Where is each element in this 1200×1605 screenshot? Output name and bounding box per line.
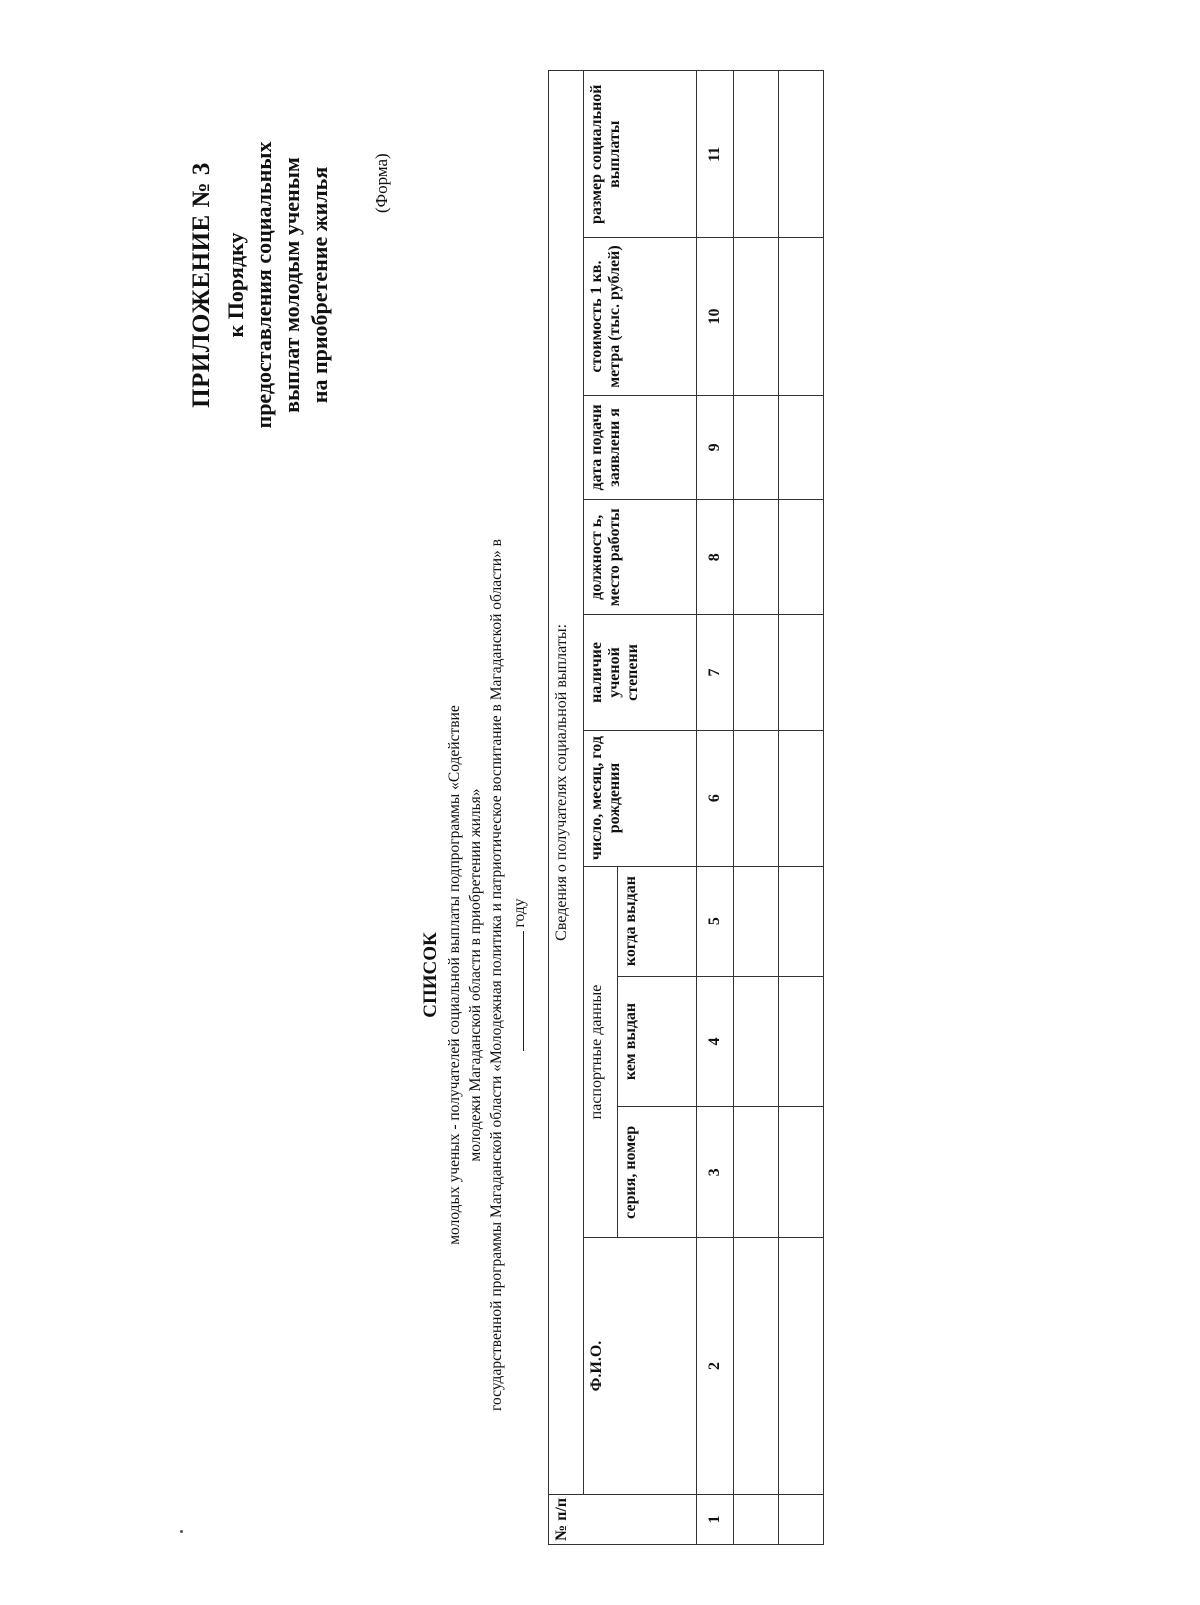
col-header-degree: наличие ученой степени [584, 615, 697, 730]
appendix-line: предоставления социальных [251, 141, 276, 429]
column-number: 4 [697, 976, 734, 1107]
table-cell [734, 71, 779, 239]
table-cell [734, 730, 779, 866]
table-cell [734, 1494, 779, 1544]
scan-speck [180, 1530, 183, 1533]
table-cell [779, 1238, 824, 1494]
column-number: 10 [697, 238, 734, 395]
appendix-title: ПРИЛОЖЕНИЕ № 3 [188, 162, 215, 408]
col-header-size: размер социальной выплаты [584, 71, 697, 239]
list-line: молодых ученых - получателей социальной выплаты подпрограммы «Содействие [446, 705, 463, 1245]
col-header-birth: число, месяц, год рождения [584, 730, 697, 866]
table-cell [779, 71, 824, 239]
year-blank [507, 931, 524, 1051]
column-number-row [697, 71, 734, 1545]
table-cell [779, 1494, 824, 1544]
column-number: 8 [697, 500, 734, 615]
table-cell [779, 976, 824, 1107]
list-title: СПИСОК [420, 932, 441, 1018]
table-cell [779, 500, 824, 615]
table-cell [734, 615, 779, 730]
col-header-position: должност ь, место работы [584, 500, 697, 615]
list-heading [420, 445, 530, 1505]
column-number: 11 [697, 71, 734, 239]
table-cell [779, 866, 824, 976]
table-cell [779, 238, 824, 395]
list-line: году [511, 898, 528, 928]
list-line: молодежи Магаданской области в приобретении жилья» [467, 788, 484, 1162]
form-label: (Форма) [372, 153, 391, 213]
col-header-series: серия, номер [618, 1107, 697, 1238]
list-year-line [507, 445, 530, 1505]
table-cell [734, 866, 779, 976]
col-header-cost: стоимость 1 кв. метра (тыс. рублей) [584, 238, 697, 395]
column-number: 7 [697, 615, 734, 730]
table-cell [779, 730, 824, 866]
list-line: государственной программы Магаданской области «Молодежная политика и патриотическое воспитание в Магаданской области» в [488, 539, 505, 1411]
col-header-fio: Ф.И.О. [584, 1238, 697, 1494]
table-cell [734, 238, 779, 395]
table-cell [734, 1238, 779, 1494]
table-cell [734, 976, 779, 1107]
passport-header: паспортные данные [584, 866, 618, 1238]
appendix-line: на приобретение жилья [307, 166, 332, 404]
appendix-line: к Порядку [223, 232, 248, 338]
column-number: 2 [697, 1238, 734, 1494]
table-cell [734, 1107, 779, 1238]
col-header-issued-when: когда выдан [618, 866, 697, 976]
column-number: 9 [697, 395, 734, 500]
group-header: Сведения о получателях социальной выплаты: [549, 71, 584, 1495]
column-number: 3 [697, 1107, 734, 1238]
empty-row [779, 71, 824, 1545]
table-cell [734, 395, 779, 500]
appendix-heading [188, 105, 334, 465]
col-header-issued-by: кем выдан [618, 976, 697, 1107]
column-number: 1 [697, 1494, 734, 1544]
table-cell [779, 395, 824, 500]
col-header-date: дата подачи заявлени я [584, 395, 697, 500]
recipients-table [548, 70, 824, 1545]
col-header-num: № п/п [549, 1494, 697, 1544]
table-cell [779, 1107, 824, 1238]
table-cell [779, 615, 824, 730]
table-cell [734, 500, 779, 615]
empty-row [734, 71, 779, 1545]
column-number: 5 [697, 866, 734, 976]
appendix-line: выплат молодым ученым [279, 157, 304, 413]
column-number: 6 [697, 730, 734, 866]
